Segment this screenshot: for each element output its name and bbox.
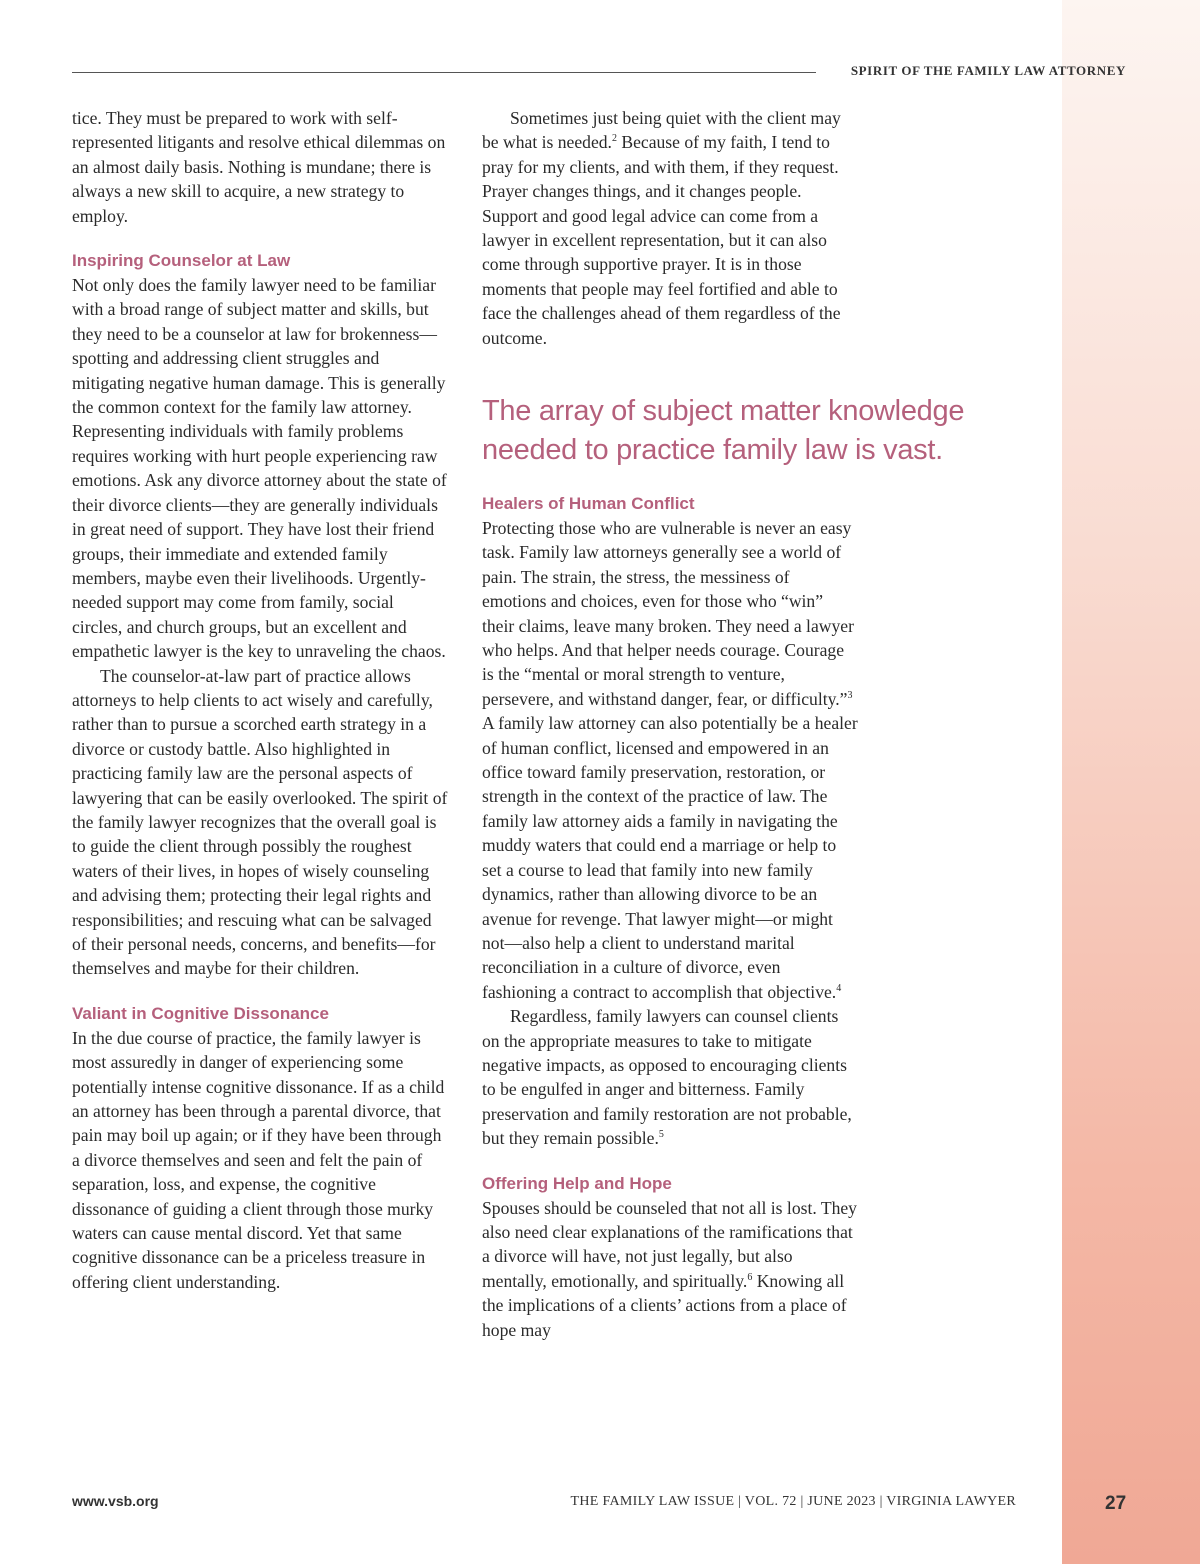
paragraph xyxy=(482,516,858,1004)
paragraph xyxy=(482,1004,858,1150)
page-number: 27 xyxy=(1105,1493,1127,1514)
right-column xyxy=(482,106,858,350)
footnote-ref: 2 xyxy=(611,133,617,145)
paragraph xyxy=(482,106,858,350)
paragraph: In the due course of practice, the family lawyer is most assuredly in danger of experiencing some potentially intense cognitive dissonance. If as a child an attorney has been through a parental divorce, that pain may boil up again; or if they have been through a divorce themselves and seen and felt the pain of separation, loss, and expense, the cognitive dissonance of guiding a client through those murky waters can cause mental discord. Yet that same cognitive dissonance can be a priceless treasure in offering client understanding. xyxy=(72,1027,445,1292)
paragraph: The counselor-at-law part of practice allows attorneys to help clients to act wisely and carefully, rather than to pursue a scorched earth strategy in a divorce or custody battle. Also highlighted in practicing family law are the personal aspects of lawyering that can be easily overlooked. The spirit of the family lawyer recognizes that the overall goal is to guide the client through possibly the roughest waters of their lives, in hopes of wisely counseling and advising them; protecting their legal rights and responsibilities; and rescuing what can be salvaged of their personal needs, concerns, and benefits—for themselves and maybe for their children. xyxy=(72,665,448,979)
website-link[interactable]: www.vsb.org xyxy=(72,1493,159,1509)
section-heading: Healers of Human Conflict xyxy=(482,494,695,513)
paragraph-text: Regardless, family lawyers can counsel clients on the appropriate measures to take to mitigate negative impacts, as opposed to encouraging clients to be engulfed in anger and bitterness. Family preservation and family restoration are not probable, but they remain possible. xyxy=(482,1006,852,1149)
paragraph-text: Because of my faith, I tend to pray for my clients, and with them, if they request. Prayer changes things, and it changes people. Support and good legal advice can come from a lawyer in excellent representation, but it can also come through supportive prayer. It is in those moments that people may feel fortified and able to face the challenges ahead of them regardless of the outcome. xyxy=(482,132,841,348)
footnote-ref: 4 xyxy=(836,982,842,994)
footnote-ref: 3 xyxy=(847,689,853,701)
section-heading: Inspiring Counselor at Law xyxy=(72,251,291,271)
footnote-ref: 6 xyxy=(747,1271,753,1283)
running-header: SPIRIT OF THE FAMILY LAW ATTORNEY xyxy=(850,63,1126,78)
paragraph: tice. They must be prepared to work with self-represented litigants and resolve ethical dilemmas on an almost daily basis. Nothing is mundane; there is always a new skill to acquire, a new strategy to employ. xyxy=(72,108,446,226)
paragraph-text: Protecting those who are vulnerable is never an easy task. Family law attorneys generally see a world of pain. The strain, the stress, the messiness of emotions and choices, even for those who “win” their claims, leave many broken. They need a lawyer who helps. And that helper needs courage. Courage is the “mental or moral strength to venture, persevere, and withstand danger, fear, or difficulty.” xyxy=(482,518,854,709)
left-column xyxy=(72,106,448,1294)
paragraph-text: Sometimes just being quiet with the client may be what is needed. xyxy=(482,108,841,153)
publication-info: THE FAMILY LAW ISSUE | VOL. 72 | JUNE 2023 | VIRGINIA LAWYER xyxy=(570,1494,1016,1509)
paragraph-text: Knowing all the implications of a clients’ actions from a place of hope may xyxy=(482,1270,847,1340)
header-rule xyxy=(72,72,816,73)
paragraph-text: Spouses should be counseled that not all is lost. They also need clear explanations of the ramifications that a divorce will have, not just legally, but also mentally, emotionally, and spiritually. xyxy=(482,1197,857,1291)
section-heading: Valiant in Cognitive Dissonance xyxy=(72,1003,329,1023)
pull-quote: The array of subject matter knowledge needed to practice family law is vast. xyxy=(482,395,965,466)
paragraph-text: A family law attorney can also potentially be a healer of human conflict, licensed and empowered in an office toward family preservation, restoration, or strength in the context of the practice of law. The family law attorney aids a family in navigating the muddy waters that could end a marriage or help to set a course to lead that family into new family dynamics, rather than allowing divorce to be an avenue for revenge. That lawyer might—or might not—also help a client to understand marital reconciliation in a culture of divorce, even fashioning a contract to accomplish that objective. xyxy=(482,713,858,1002)
decorative-sidebar xyxy=(1062,0,1200,1564)
section-heading: Offering Help and Hope xyxy=(482,1173,672,1193)
paragraph: Not only does the family lawyer need to be familiar with a broad range of subject matter and skills, but they need to be a counselor at law for brokenness—spotting and addressing client struggles and mitigating negative human damage. This is generally the common context for the family law attorney. Representing individuals with family problems requires working with hurt people experiencing raw emotions. Ask any divorce attorney about the state of their divorce clients—they are generally individuals in great need of support. They have lost their friend groups, their immediate and extended family members, maybe even their livelihoods. Urgently-needed support may come from family, social circles, and church groups, but an excellent and empathetic lawyer is the key to unraveling the chaos. xyxy=(72,275,447,662)
footnote-ref: 5 xyxy=(658,1129,664,1141)
paragraph xyxy=(482,1196,858,1342)
right-column-lower xyxy=(482,491,858,1342)
